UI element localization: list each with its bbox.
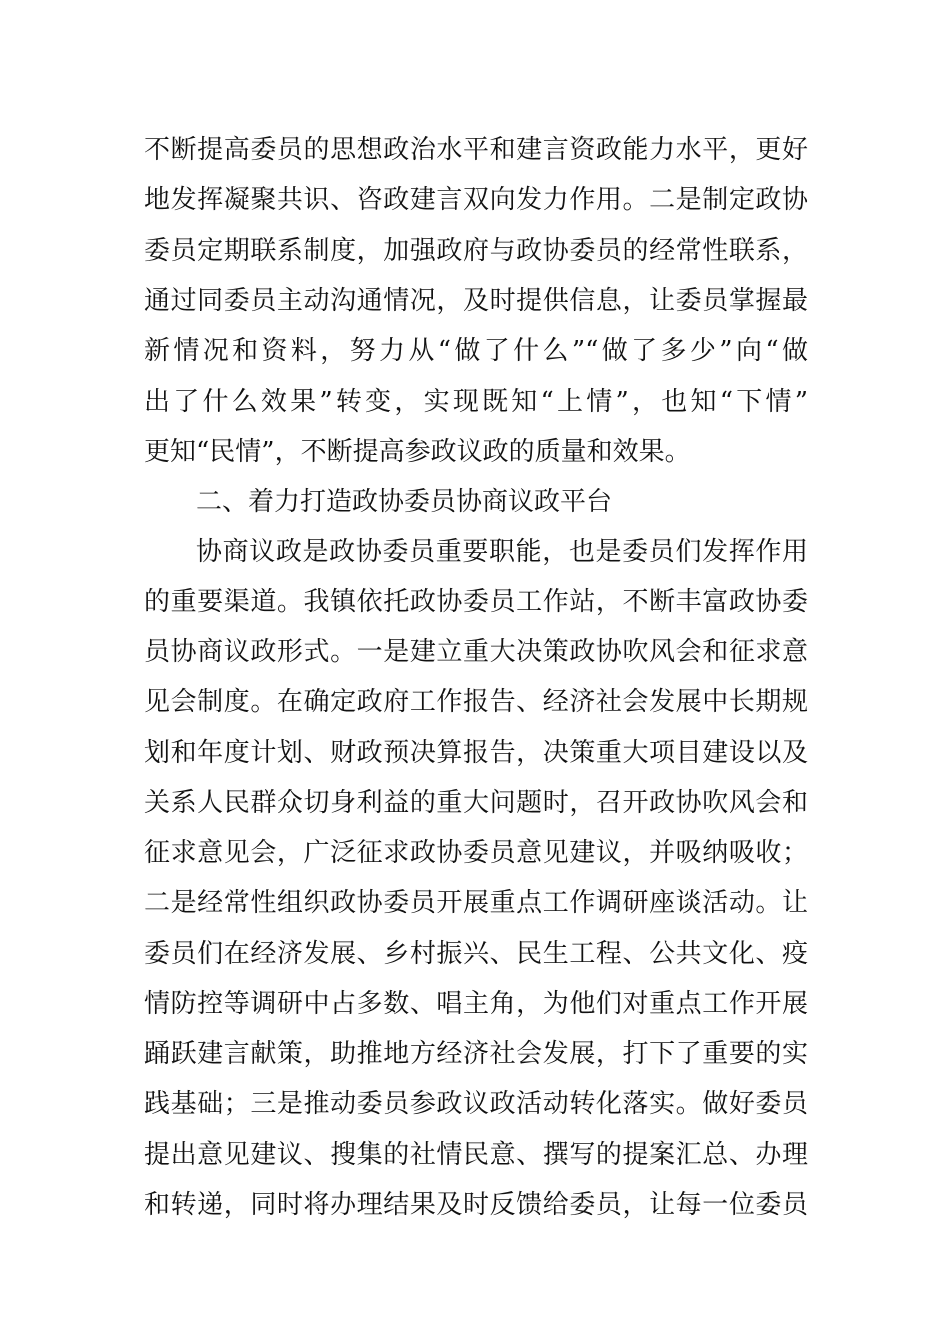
text-line: 员协商议政形式。一是建立重大决策政协吹风会和征求意 [144, 637, 808, 667]
text-line: 和转递，同时将办理结果及时反馈给委员，让每一位委员 [144, 1190, 808, 1220]
text-line: 二是经常性组织政协委员开展重点工作调研座谈活动。让 [144, 888, 808, 918]
text-line: 新情况和资料，努力从“做了什么”“做了多少”向“做 [144, 336, 808, 366]
text-line: 见会制度。在确定政府工作报告、经济社会发展中长期规 [144, 687, 808, 717]
text-line: 通过同委员主动沟通情况，及时提供信息，让委员掌握最 [144, 286, 808, 316]
text-line: 划和年度计划、财政预决算报告，决策重大项目建设以及 [144, 738, 808, 768]
text-line: 践基础；三是推动委员参政议政活动转化落实。做好委员 [144, 1089, 808, 1119]
text-line: 踊跃建言献策，助推地方经济社会发展，打下了重要的实 [144, 1039, 808, 1069]
text-line: 征求意见会，广泛征求政协委员意见建议，并吸纳吸收； [144, 838, 808, 868]
text-line: 关系人民群众切身利益的重大问题时，召开政协吹风会和 [144, 788, 808, 818]
text-line: 出了什么效果”转变，实现既知“上情”，也知“下情” [144, 387, 808, 417]
text-line: 更知“民情”，不断提高参政议政的质量和效果。 [144, 437, 691, 467]
text-line: 委员定期联系制度，加强政府与政协委员的经常性联系， [144, 236, 808, 266]
section-heading: 二、着力打造政协委员协商议政平台 [196, 487, 613, 517]
text-line: 提出意见建议、搜集的社情民意、撰写的提案汇总、办理 [144, 1140, 808, 1170]
text-line: 不断提高委员的思想政治水平和建言资政能力水平，更好 [144, 135, 808, 165]
text-line: 委员们在经济发展、乡村振兴、民生工程、公共文化、疫 [144, 939, 808, 969]
text-line: 地发挥凝聚共识、咨政建言双向发力作用。二是制定政协 [144, 185, 808, 215]
text-line: 情防控等调研中占多数、唱主角，为他们对重点工作开展 [144, 989, 808, 1019]
text-line: 的重要渠道。我镇依托政协委员工作站，不断丰富政协委 [144, 587, 808, 617]
paragraph-first-line: 协商议政是政协委员重要职能，也是委员们发挥作用 [196, 537, 808, 567]
